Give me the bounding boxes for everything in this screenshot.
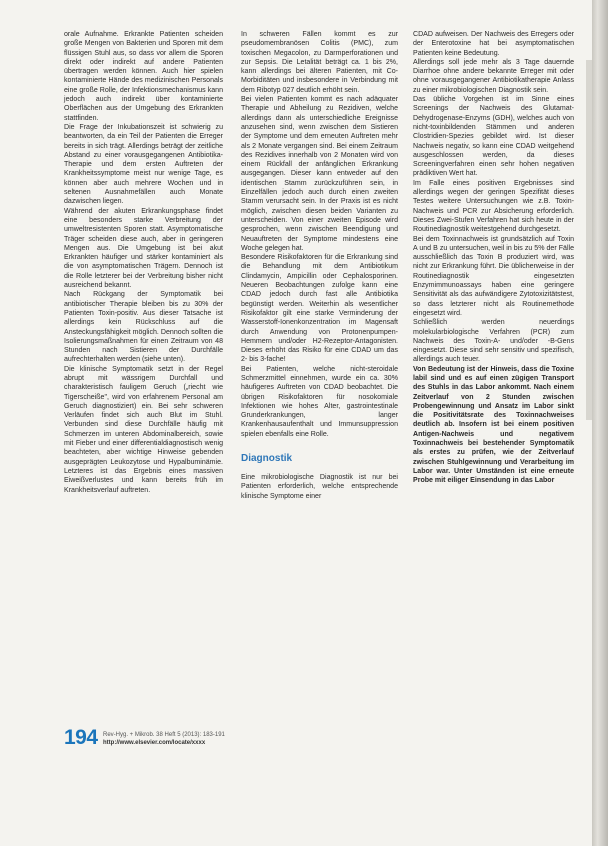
paragraph: Im Falle eines positiven Ergebnisses sind allerdings wegen der geringen Spezifität dieses Testes weitere Untersuchungen wie z.B. Toxin-Nachweis und PCR zur Absicherung erforderlich. Dieses Zwei-Stufen Verfahren hat sich heute in der Routinediagnostik weitestgehend durchgesetzt.	[413, 179, 574, 234]
paragraph: Schließlich werden neuerdings molekularbiologische Verfahren (PCR) zum Nachweis des Toxin-A- und/oder -B-Gens eingesetzt. Diese sind sehr sensitiv und spezifisch, allerdings auch teuer.	[413, 319, 574, 364]
paragraph: Bei Patienten, welche nicht-steroidale Schmerzmittel einnehmen, wurde ein ca. 30% häufigeres Auftreten von CDAD beobachtet. Die übrigen Risikofaktoren für nosokomiale Infektionen wie hohes Alter, gastrointestinale Grunderkrankungen, langer Krankenhausaufenthalt und Immunsuppression spielen ebenfalls eine Rolle.	[241, 365, 398, 438]
column-right	[413, 30, 574, 486]
paragraph: CDAD aufweisen. Der Nachweis des Erregers oder der Enterotoxine hat bei asymptomatischen Patienten keine Bedeutung.	[413, 31, 574, 57]
paragraph: Während der akuten Erkrankungsphase findet eine besonders starke Verbreitung der umweltresistenten Sporen statt. Asymptomatische Träger scheiden diese auch, aber in geringeren Mengen aus. Die Umgebung ist bei akut Erkrankten häufiger und stärker kontaminiert als die von asymptomatischen Trägern. Dennoch ist die Rolle letzterer bei der Verbreitung bisher nicht ausreichend bekannt.	[64, 207, 223, 290]
paragraph: Die Frage der Inkubationszeit ist schwierig zu beantworten, da ein Teil der Patienten die Erreger bereits in sich trägt. Allerdings beträgt der zeitliche Abstand zu einer vorausgegangenen Antibiotika-Therapie und dem ersten Auftreten der Krankheitssymptome meist nur wenige Tage, es können aber auch mehrere Wochen und in seltenen Ausnahmefällen auch Monate dazwischen liegen.	[64, 123, 223, 206]
paragraph: Allerdings soll jede mehr als 3 Tage dauernde Diarrhoe ohne andere bekannte Erreger mit oder ohne vorausgegangener Antibiotikatherapie Anlass zu einer mikrobiologischen Diagnostik sein.	[413, 58, 574, 94]
paragraph: Besondere Risikofaktoren für die Erkrankung sind die Behandlung mit dem Antibiotikum Clindamycin, Ampicillin oder Cephalosporinen. Neueren Beobachtungen zufolge kann eine CDAD jedoch durch fast alle Antibiotika begünstigt werden. Weiterhin als wesentlicher Risikofaktor gilt eine starke Verminderung der Wasserstoff-Ionenkonzentration im Magensaft durch Anwendung von Protonenpumpen-Hemmern und/oder H2-Rezeptor-Antagonisten. Dieses erhöht das Risiko für eine CDAD um das 2- bis 3-fache!	[241, 254, 398, 364]
paragraph: Eine mikrobiologische Diagnostik ist nur bei Patienten erforderlich, welche entsprechende klinische Symptome einer	[241, 474, 398, 500]
column-left	[64, 30, 223, 495]
citation-text: Rev-Hyg. + Mikrob. 38 Heft 5 (2013): 183-191	[103, 732, 225, 738]
journal-url[interactable]: http://www.elsevier.com/locate/xxxx	[103, 740, 206, 746]
paragraph: Die klinische Symptomatik setzt in der Regel abrupt mit wässrigem Durchfall und charakteristisch fauligem Geruch („riecht wie Tigerscheiße", wird von erfahrenem Personal am Geruch diagnostiziert) ein. Bei sehr schweren Verläufen findet sich auch Blut im Stuhl. Verbunden sind diese Durchfälle häufig mit Schmerzen im unteren Abdominalbereich, sowie mit Fieber und einer differentialdiagnostisch wenig beachteten, aber wichtige Hinweise gebenden ausgeprägten Leukozytose und Hypalbuminämie. Letzteres ist das Ergebnis eines massiven Eiweißverlustes und kann bereits früh im Krankheitsverlauf auftreten.	[64, 365, 223, 494]
page-edge	[592, 0, 608, 846]
citation-line	[103, 731, 225, 747]
paragraph: In schweren Fällen kommt es zur pseudomembranösen Colitis (PMC), zum toxischen Megacolon, zu Darmperforationen und zur Sepsis. Die Letalität beträgt ca. 1 bis 2%, kann allerdings bei älteren Patienten, mit Co-Morbiditäten und insbesondere in Verbindung mit dem Ribotyp 027 deutlich erhöht sein.	[241, 31, 398, 94]
page-number: 194	[64, 726, 98, 749]
section-heading: Diagnostik	[241, 453, 293, 465]
paragraph: Nach Rückgang der Symptomatik bei antibiotischer Therapie bleiben bis zu 30% der Patienten Toxin-positiv. Aus dieser Tatsache ist allerdings kein Rückschluss auf die Ansteckungsfähigkeit möglich. Dennoch sollten die Isolierungsmaßnahmen für einen Zeitraum von 48 Stunden nach Sistieren der Durchfälle aufrechterhalten werden (siehe unten).	[64, 291, 223, 364]
paragraph: Das übliche Vorgehen ist im Sinne eines Screenings der Nachweis des Glutamat-Dehydrogenase-Enzyms (GDH), welches auch von nicht-toxinbildenden Stämmen und anderen Clostridien-Spezies gebildet wird. Ist dieser Nachweis negativ, so kann eine CDAD weitgehend ausgeschlossen werden, da dieses Screeningverfahren einen sehr hohen negativen prädiktiven Wert hat.	[413, 96, 574, 178]
column-middle	[241, 30, 398, 501]
paragraph: Bei vielen Patienten kommt es nach adäquater Therapie und Abheilung zu Rezidiven, welche allerdings dann als unterschiedliche Ereignisse anzusehen sind, wenn zwischen dem Sistieren der Symptome und dem erneuten Auftreten mehr als 2 Monate vergangen sind. Bei einem Zeitraum des Rezidives innerhalb von 2 Monaten wird von einem Rückfall der anfänglichen Erkrankung ausgegangen. Dieser kann entweder auf den identischen Stamm zurückzuführen sein, in Einzelfällen jedoch auch durch einen zweiten Stamm verursacht sein. In der Praxis ist es nicht möglich, zwischen diesen beiden Varianten zu unterscheiden. Von einer zweiten Episode wird gesprochen, wenn zwischen Beendigung und Neuauftreten der Symptome mindestens eine Woche gelegen hat.	[241, 96, 398, 252]
bold-paragraph: Von Bedeutung ist der Hinweis, dass die Toxine labil sind und es auf einen zügigen Transport des Stuhls in das Labor ankommt. Nach einem Zeitverlauf von 2 Stunden zwischen Probengewinnung und Ansatz im Labor sinkt die Positivitätsrate des Toxinnachweises deutlich ab. Insofern ist bei einem positiven Antigen-Nachweis und negativem Toxinnachweis bei bestehender Symptomatik als erstes zu prüfen, wie der Zeitverlauf zwischen Stuhlgewinnung und Verarbeitung im Labor war. Unter Umständen ist eine erneute Probe mit eiliger Einsendung in das Labor	[413, 365, 574, 485]
paragraph: orale Aufnahme. Erkrankte Patienten scheiden große Mengen von Bakterien und Sporen mit dem flüssigen Stuhl aus, so dass vor allem die Sporen direkt oder indirekt auf andere Patienten übertragen werden können. Auch hier spielen kontaminierte Hände des medizinischen Personals eine große Rolle, der Infektionsmechanismus kann jedoch auch indirekt über kontaminierte Oberflächen aus der Umgebung des Erkrankten stattfinden.	[64, 31, 223, 122]
paragraph: Bei dem Toxinnachweis ist grundsätzlich auf Toxin A und B zu untersuchen, weil in bis zu 5% der Fälle ausschließlich das Toxin B produziert wird, was nicht zur Erkrankung führt. Die üblicherweise in der Routinediagnostik eingesetzten Enzymimmunoassays haben eine geringere Sensitivität als das aufwändigere Zytotoxizitätstest, so dass letzterer nicht als Routinemethode eingesetzt wird.	[413, 235, 574, 317]
